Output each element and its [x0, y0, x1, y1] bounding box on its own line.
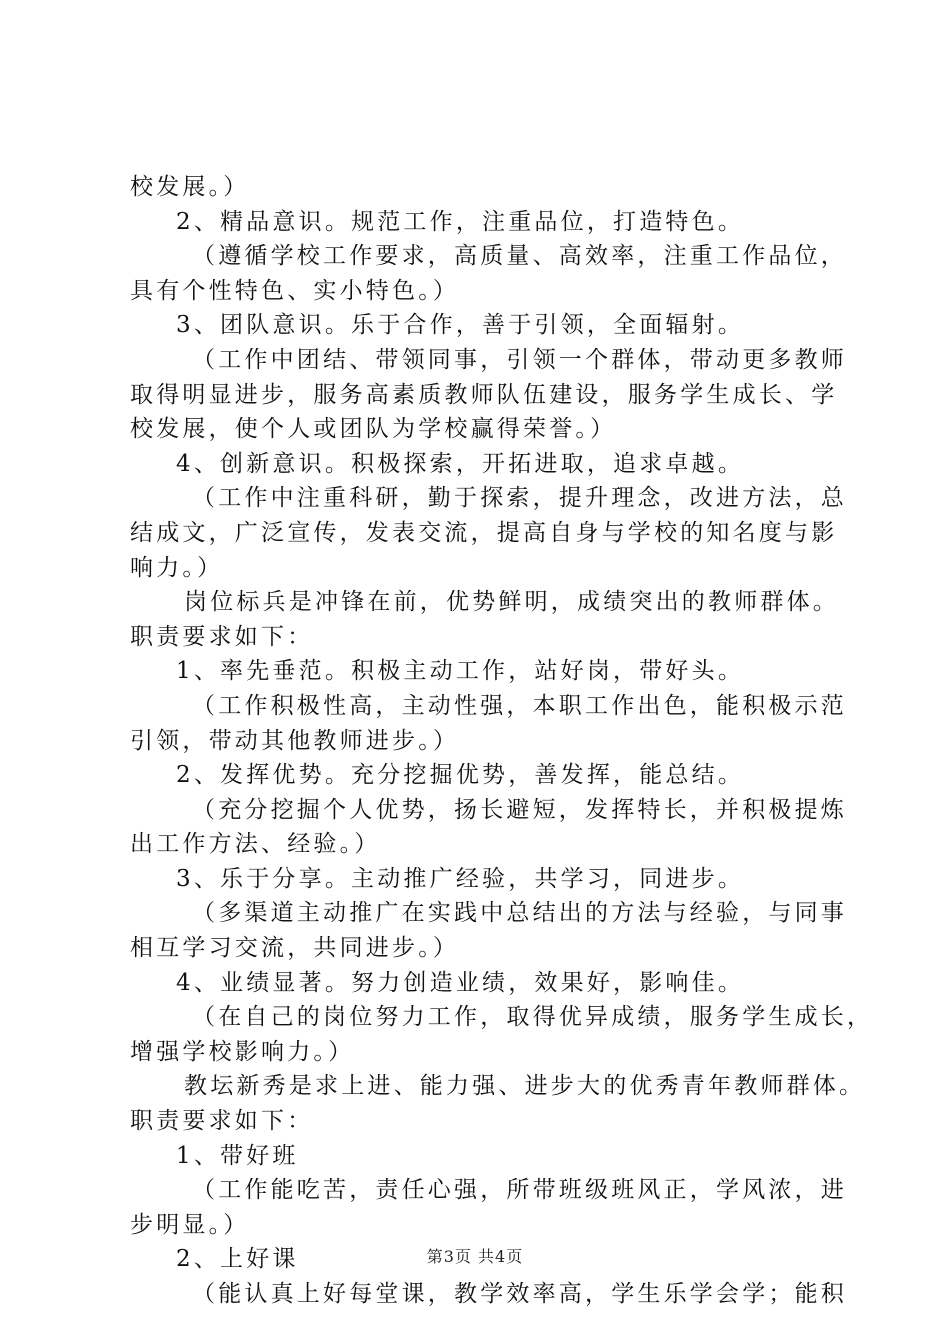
text-line: 教坛新秀是求上进、能力强、进步大的优秀青年教师群体。	[184, 1073, 866, 1100]
text-line: 4、创新意识。积极探索，开拓进取，追求卓越。	[176, 450, 745, 477]
text-line: 职责要求如下：	[130, 1108, 314, 1135]
text-line: （遵循学校工作要求，高质量、高效率，注重工作品位，	[192, 243, 847, 270]
text-line: 结成文，广泛宣传，发表交流，提高自身与学校的知名度与影	[130, 519, 838, 546]
text-line: （充分挖掘个人优势，扬长避短，发挥特长，并积极提炼	[192, 796, 847, 823]
text-line: 增强学校影响力。）	[130, 1038, 355, 1065]
text-line: 2、上好课	[176, 1246, 299, 1273]
text-line: 1、率先垂范。积极主动工作，站好岗，带好头。	[176, 658, 745, 685]
text-line: （工作中团结、带领同事，引领一个群体，带动更多教师	[192, 346, 847, 373]
text-line: （工作积极性高，主动性强，本职工作出色，能积极示范	[192, 692, 847, 719]
text-line: 2、精品意识。规范工作，注重品位，打造特色。	[176, 208, 745, 235]
text-line: 响力。）	[130, 554, 224, 581]
text-line: 4、业绩显著。努力创造业绩，效果好，影响佳。	[176, 969, 745, 996]
text-line: 取得明显进步，服务高素质教师队伍建设，服务学生成长、学	[130, 381, 838, 408]
text-line: 引领，带动其他教师进步。）	[130, 727, 460, 754]
text-line: 2、发挥优势。充分挖掘优势，善发挥，能总结。	[176, 762, 745, 789]
text-line: （工作能吃苦，责任心强，所带班级班风正，学风浓，进	[192, 1177, 847, 1204]
text-line: 校发展。）	[130, 174, 250, 200]
text-line: （能认真上好每堂课，教学效率高，学生乐学会学；能积	[192, 1281, 847, 1307]
text-line: 职责要求如下：	[130, 623, 314, 650]
text-line: 相互学习交流，共同进步。）	[130, 935, 460, 962]
text-line: 3、乐于分享。主动推广经验，共学习，同进步。	[176, 865, 745, 892]
text-line: （多渠道主动推广在实践中总结出的方法与经验，与同事	[192, 900, 847, 927]
text-line: （在自己的岗位努力工作，取得优异成绩，服务学生成长，	[192, 1004, 874, 1031]
text-line: （工作中注重科研，勤于探索，提升理念，改进方法，总	[192, 485, 847, 512]
text-line: 步明显。）	[130, 1211, 250, 1238]
text-line: 具有个性特色、实小特色。）	[130, 277, 460, 304]
document-body	[130, 170, 874, 1312]
page-number-footer: 第3页 共4页	[426, 1247, 524, 1266]
text-line: 岗位标兵是冲锋在前，优势鲜明，成绩突出的教师群体。	[184, 589, 839, 616]
text-line: 3、团队意识。乐于合作，善于引领，全面辐射。	[176, 312, 745, 339]
text-line: 校发展，使个人或团队为学校赢得荣誉。）	[130, 416, 617, 443]
text-line: 出工作方法、经验。）	[130, 831, 381, 858]
text-line: 1、带好班	[176, 1142, 299, 1169]
